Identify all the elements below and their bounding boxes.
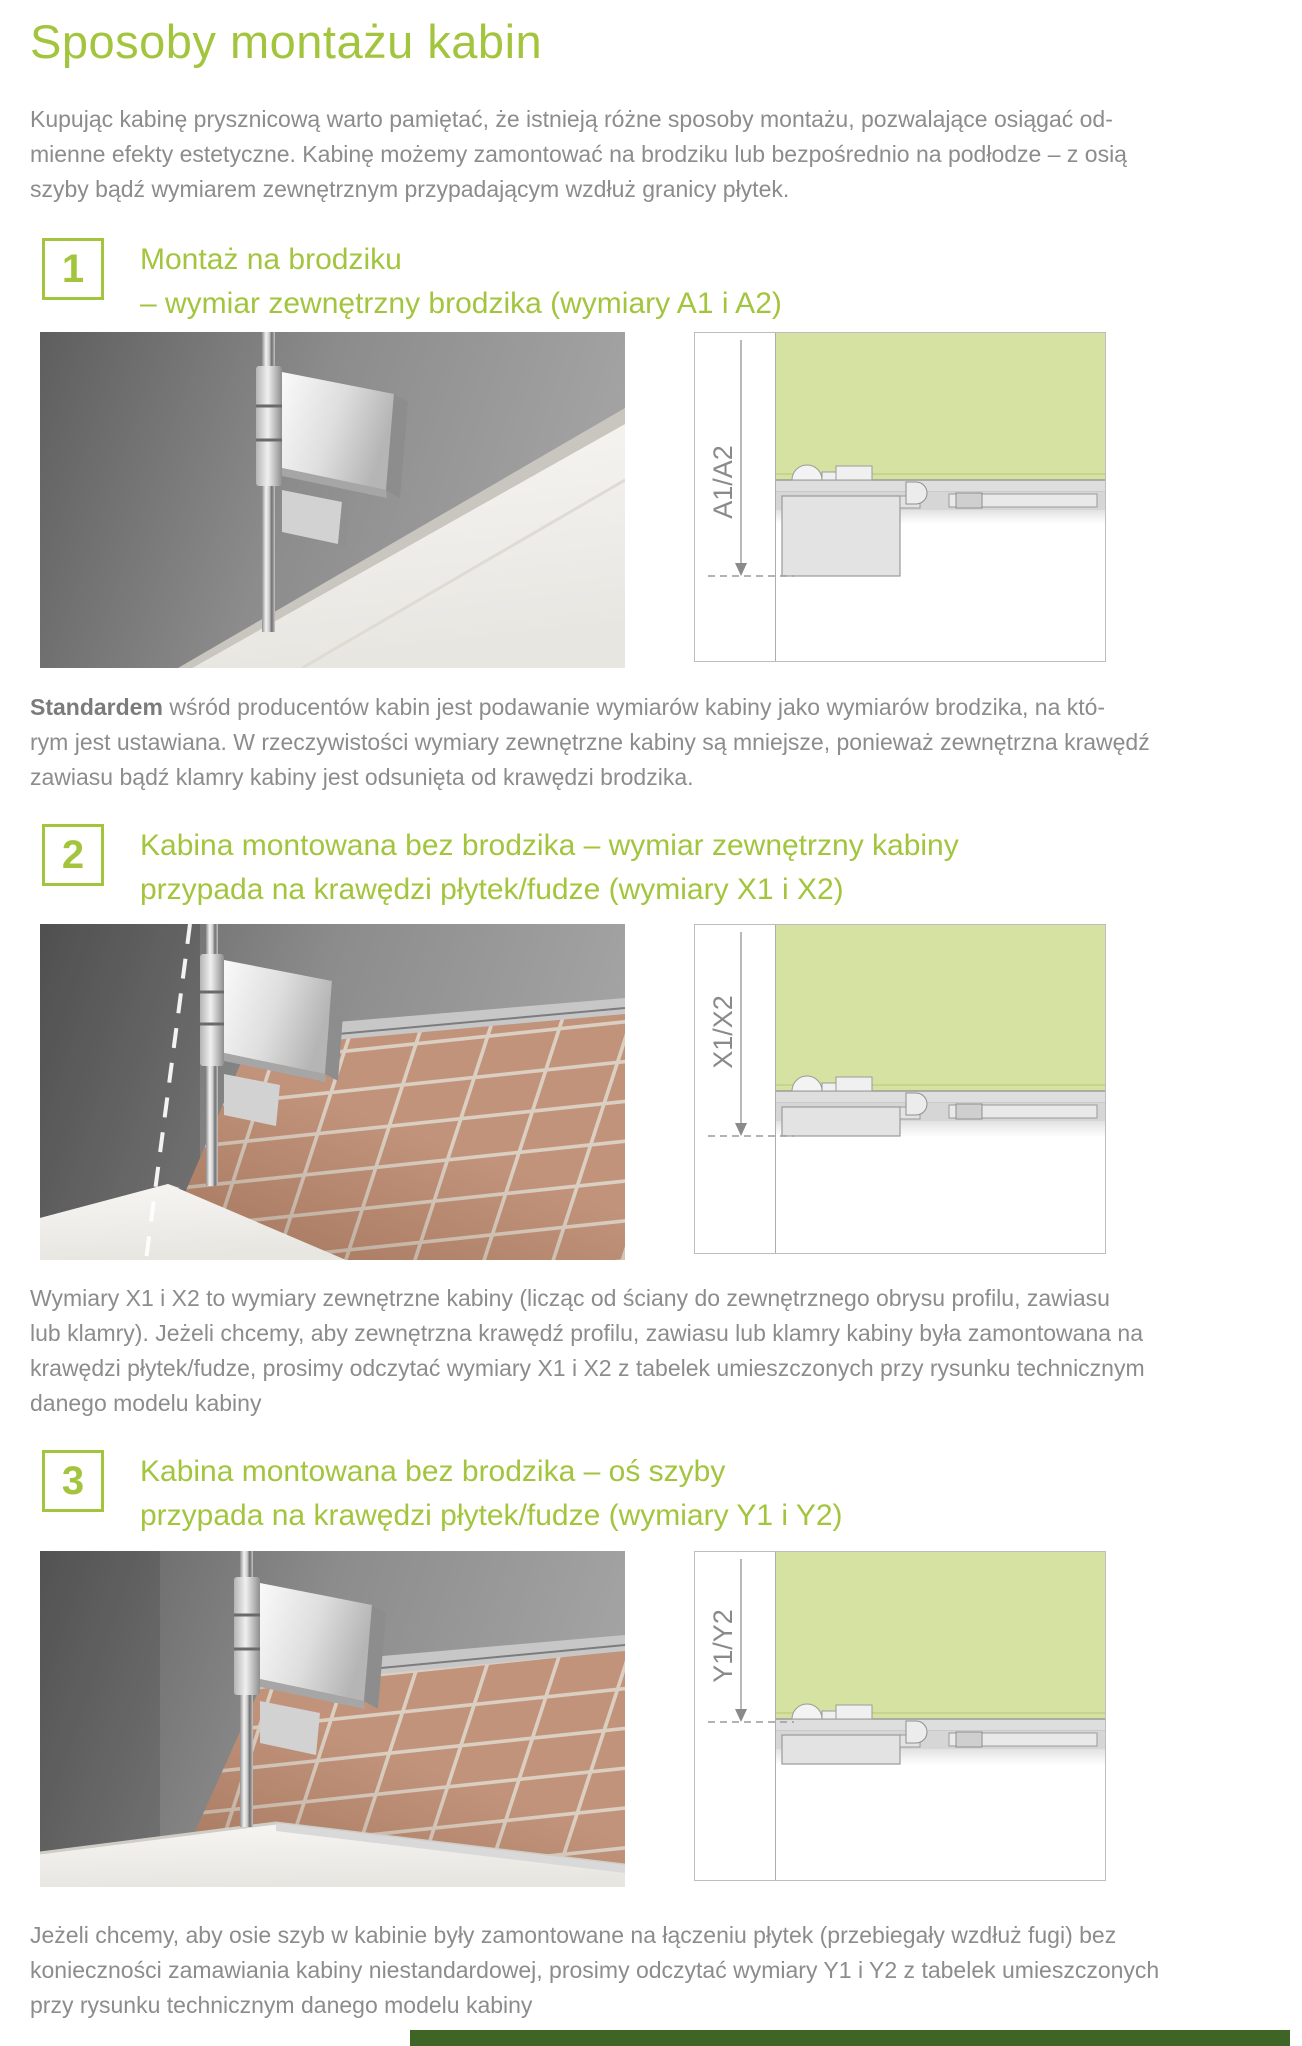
x-dims-line-1: Wymiary X1 i X2 to wymiary zewnętrzne kabiny (licząc od ściany do zewnętrznego obrysu profilu, zawiasu: [30, 1285, 1110, 1311]
section-1-heading-line-1: Montaż na brodziku: [140, 243, 402, 276]
intro-line-1: Kupując kabinę prysznicową warto pamiętać, że istnieją różne sposoby montażu, pozwalające osiągać od-: [30, 106, 1113, 132]
standard-line-3: zawiasu bądź klamry kabiny jest odsunięta od krawędzi brodzika.: [30, 764, 694, 790]
diagram-y1-y2: [694, 1551, 1106, 1881]
photo-hinge-on-tiles: [40, 1551, 625, 1887]
section-2-number: 2: [61, 832, 85, 877]
section-2-heading-line-1: Kabina montowana bez brodzika – wymiar zewnętrzny kabiny: [140, 829, 959, 862]
section-2-heading-line-2: przypada na krawędzi płytek/fudze (wymiary X1 i X2): [140, 873, 844, 906]
y-dims-line-1: Jeżeli chcemy, aby osie szyb w kabinie były zamontowane na łączeniu płytek (przebiegały wzdłuż fugi) bez: [30, 1922, 1117, 1948]
diagram-a1-a2: [694, 332, 1106, 662]
section-1-heading-line-2: – wymiar zewnętrzny brodzika (wymiary A1 i A2): [140, 287, 782, 320]
x-dims-line-3: krawędzi płytek/fudze, prosimy odczytać wymiary X1 i X2 z tabelek umieszczonych przy rysunku technicznym: [30, 1355, 1145, 1381]
section-1-figures: [40, 332, 1106, 668]
x-dims-paragraph: [30, 1281, 1145, 1421]
section-2-figures: [40, 924, 1106, 1260]
page-title: Sposoby montażu kabin: [30, 15, 543, 68]
section-1-heading: [140, 238, 782, 326]
photo-hinge-on-tiles-dashed: [40, 924, 625, 1260]
x-dims-line-2: lub klamry). Jeżeli chcemy, aby zewnętrzna krawędź profilu, zawiasu lub klamry kabiny była zamontowana na: [30, 1320, 1143, 1346]
section-3-heading-line-1: Kabina montowana bez brodzika – oś szyby: [140, 1455, 726, 1488]
section-2-number-badge: [42, 824, 104, 886]
section-2-heading: [140, 824, 959, 912]
diagram-x1-x2: [694, 924, 1106, 1254]
section-3-header: [42, 1450, 843, 1538]
standard-line-1: [30, 690, 1150, 725]
section-3-heading: [140, 1450, 843, 1538]
section-3-number-badge: [42, 1450, 104, 1512]
intro-line-3: szyby bądź wymiarem zewnętrznym przypadającym wzdłuż granicy płytek.: [30, 176, 790, 202]
y-dims-line-3: przy rysunku technicznym danego modelu kabiny: [30, 1992, 533, 2018]
section-1-header: [42, 238, 782, 326]
section-3-figures: [40, 1551, 1106, 1887]
section-2-header: [42, 824, 959, 912]
footer-accent-bar: [410, 2030, 1290, 2046]
diagram-dimension-label: X1/X2: [708, 995, 738, 1069]
x-dims-line-4: danego modelu kabiny: [30, 1390, 262, 1416]
standard-paragraph: [30, 690, 1150, 795]
diagram-dimension-label: A1/A2: [708, 445, 738, 519]
glass-panel: [776, 333, 1105, 480]
glass-panel: [776, 925, 1105, 1091]
standard-line-2: rym jest ustawiana. W rzeczywistości wymiary zewnętrzne kabiny są mniejsze, ponieważ zewnętrzna krawędź: [30, 729, 1150, 755]
y-dims-line-2: konieczności zamawiania kabiny niestandardowej, prosimy odczytać wymiary Y1 i Y2 z tabelek umieszczonych: [30, 1957, 1160, 1983]
intro-line-2: mienne efekty estetyczne. Kabinę możemy zamontować na brodziku lub bezpośrednio na podłodze – z osią: [30, 141, 1127, 167]
photo-hinge-on-tray: [40, 332, 625, 668]
standard-bold-lead: Standardem: [30, 694, 163, 720]
y-dims-paragraph: [30, 1918, 1159, 2023]
section-3-number: 3: [61, 1458, 85, 1503]
section-3-heading-line-2: przypada na krawędzi płytek/fudze (wymiary Y1 i Y2): [140, 1499, 843, 1532]
diagram-dimension-label: Y1/Y2: [708, 1609, 738, 1683]
standard-line-1-rest: wśród producentów kabin jest podawanie wymiarów kabiny jako wymiarów brodzika, na któ-: [162, 694, 1106, 720]
section-1-number: 1: [61, 246, 85, 291]
glass-panel: [776, 1552, 1105, 1719]
intro-paragraph: [30, 102, 1127, 207]
section-1-number-badge: [42, 238, 104, 300]
